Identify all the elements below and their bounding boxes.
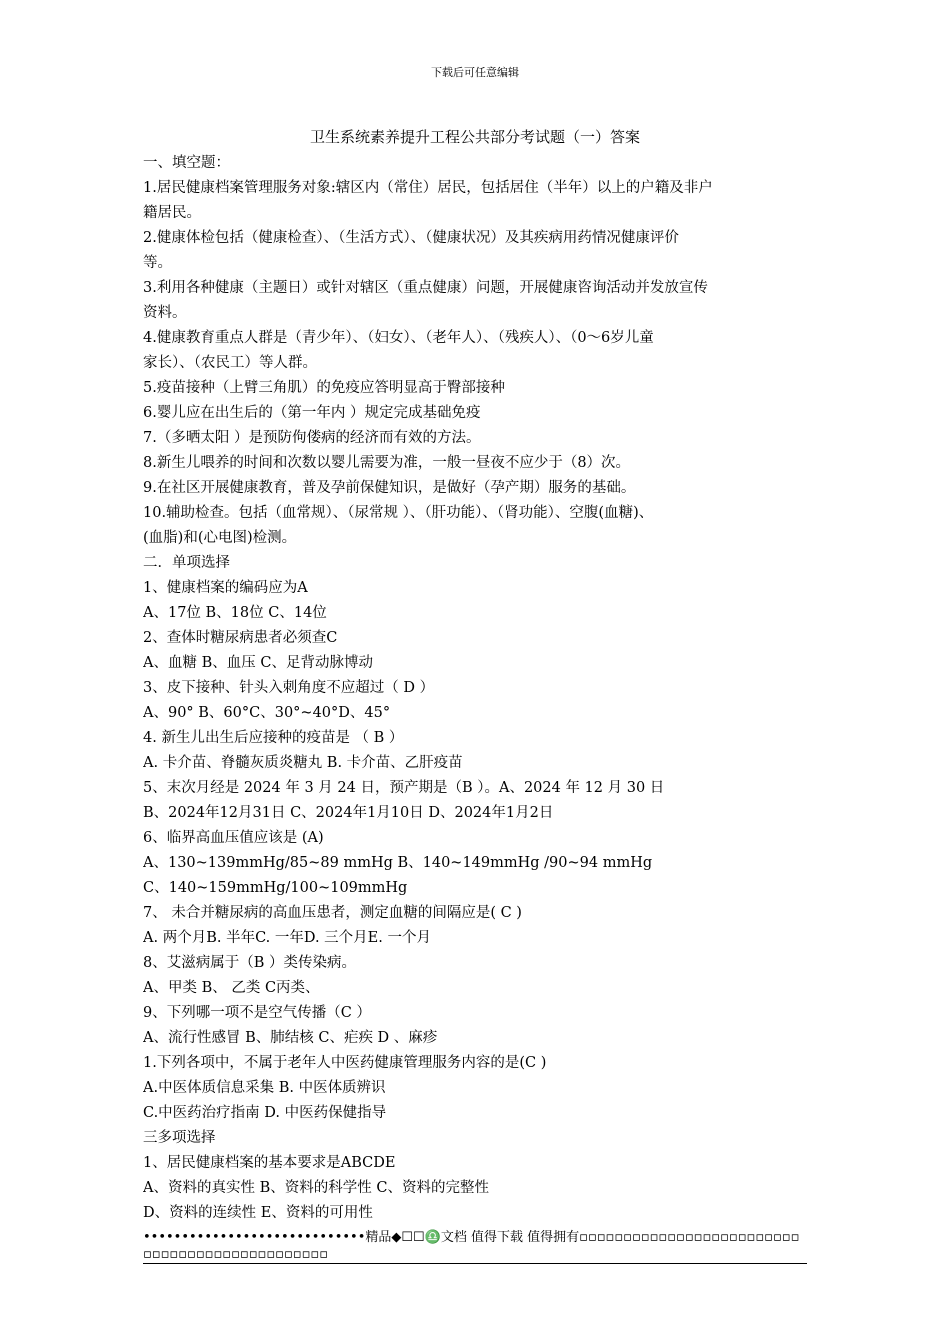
document-body [143, 151, 807, 1226]
document-title: 卫生系统素养提升工程公共部分考试题（一）答案 [309, 128, 640, 146]
text-line: 1.居民健康档案管理服务对象:辖区内（常住）居民，包括居住（半年）以上的户籍及非户 [143, 180, 713, 196]
text-line: 8.新生儿喂养的时间和次数以婴儿需要为准，一般一昼夜不应少于（8）次。 [143, 455, 631, 471]
text-line: A、资料的真实性 B、资料的科学性 C、资料的完整性 [143, 1180, 489, 1196]
text-line: C.中医药治疗指南 D. 中医药保健指导 [143, 1105, 387, 1121]
text-line: C、140~159mmHg/100~109mmHg [143, 880, 408, 896]
text-line: D、资料的连续性 E、资料的可用性 [143, 1205, 373, 1221]
text-line: 3.利用各种健康（主题日）或针对辖区（重点健康）问题，开展健康咨询活动并发放宣传 [143, 280, 708, 296]
text-line: 9、下列哪一项不是空气传播（C ） [143, 1005, 371, 1021]
text-line: A、90° B、60°C、30°~40°D、45° [143, 705, 391, 721]
text-line: (血脂)和(心电图)检测。 [143, 530, 297, 546]
text-line: 8、艾滋病属于（B ）类传染病。 [143, 955, 356, 971]
text-line: A、流行性感冒 B、肺结核 C、疟疾 D 、麻疹 [143, 1030, 438, 1046]
text-line: 1、健康档案的编码应为A [143, 580, 308, 596]
text-line: 5.疫苗接种（上臂三角肌）的免疫应答明显高于臀部接种 [143, 380, 505, 396]
text-line: 6、临界高血压值应该是 (A) [143, 830, 324, 846]
page-header-note: 下载后可任意编辑 [431, 66, 519, 79]
text-line: A、血糖 B、血压 C、足背动脉博动 [143, 655, 373, 671]
text-line: A. 卡介苗、脊髓灰质炎糖丸 B. 卡介苗、乙肝疫苗 [143, 755, 463, 771]
text-line: 7、 未合并糖尿病的高血压患者，测定血糖的间隔应是( C ) [143, 905, 522, 921]
text-line: 资料。 [143, 305, 187, 321]
text-line: 4. 新生儿出生后应接种的疫苗是 （ B ） [143, 730, 404, 746]
text-line: 家长）、（农民工）等人群。 [143, 355, 317, 371]
text-line: 9.在社区开展健康教育，普及孕前保健知识，是做好（孕产期）服务的基础。 [143, 480, 636, 496]
text-line: 2、查体时糖尿病患者必须查C [143, 630, 338, 646]
page-footer-text: •••••••••••••••••••••••••••••精品◆☐☐♎文档 值得下载 值得拥有▫▫▫▫▫▫▫▫▫▫▫▫▫▫▫▫▫▫▫▫▫▫▫▫▫▫▫▫▫▫▫▫▫▫▫▫▫▫▫▫▫▫▫▫▫▫ [143, 1230, 800, 1262]
text-line: A、甲类 B、 乙类 C丙类、 [143, 980, 320, 996]
text-line: 4.健康教育重点人群是（青少年）、（妇女）、（老年人）、（残疾人）、（0～6岁儿童 [143, 330, 654, 346]
text-line: 6.婴儿应在出生后的（第一年内 ）规定完成基础免疫 [143, 405, 481, 421]
text-line: 二．单项选择 [143, 555, 230, 571]
text-line: 5、末次月经是 2024 年 3 月 24 日，预产期是（B ）。A、2024 年 12 月 30 日 [143, 780, 665, 796]
text-line: 1.下列各项中，不属于老年人中医药健康管理服务内容的是(C ) [143, 1055, 547, 1071]
text-line: 3、皮下接种、针头入刺角度不应超过（ D ） [143, 680, 435, 696]
text-line: B、2024年12月31日 C、2024年1月10日 D、2024年1月2日 [143, 805, 554, 821]
text-line: A、17位 B、18位 C、14位 [143, 605, 327, 621]
text-line: 一、填空题： [143, 155, 230, 171]
text-line: A. 两个月B. 半年C. 一年D. 三个月E. 一个月 [143, 930, 431, 946]
text-line: 等。 [143, 255, 172, 271]
text-line: 7.（多晒太阳 ）是预防佝偻病的经济而有效的方法。 [143, 430, 481, 446]
text-line: 2.健康体检包括（健康检查）、（生活方式）、（健康状况）及其疾病用药情况健康评价 [143, 230, 679, 246]
text-line: 10.辅助检查。包括（血常规）、（尿常规 ）、（肝功能）、（肾功能）、空腹(血糖)、 [143, 505, 654, 521]
footer-divider [143, 1263, 807, 1264]
text-line: A.中医体质信息采集 B. 中医体质辨识 [143, 1080, 386, 1096]
text-line: 籍居民。 [143, 205, 201, 221]
text-line: 1、居民健康档案的基本要求是ABCDE [143, 1155, 396, 1171]
text-line: A、130~139mmHg/85~89 mmHg B、140~149mmHg /90~94 mmHg [143, 855, 653, 871]
text-line: 三多项选择 [143, 1130, 216, 1146]
